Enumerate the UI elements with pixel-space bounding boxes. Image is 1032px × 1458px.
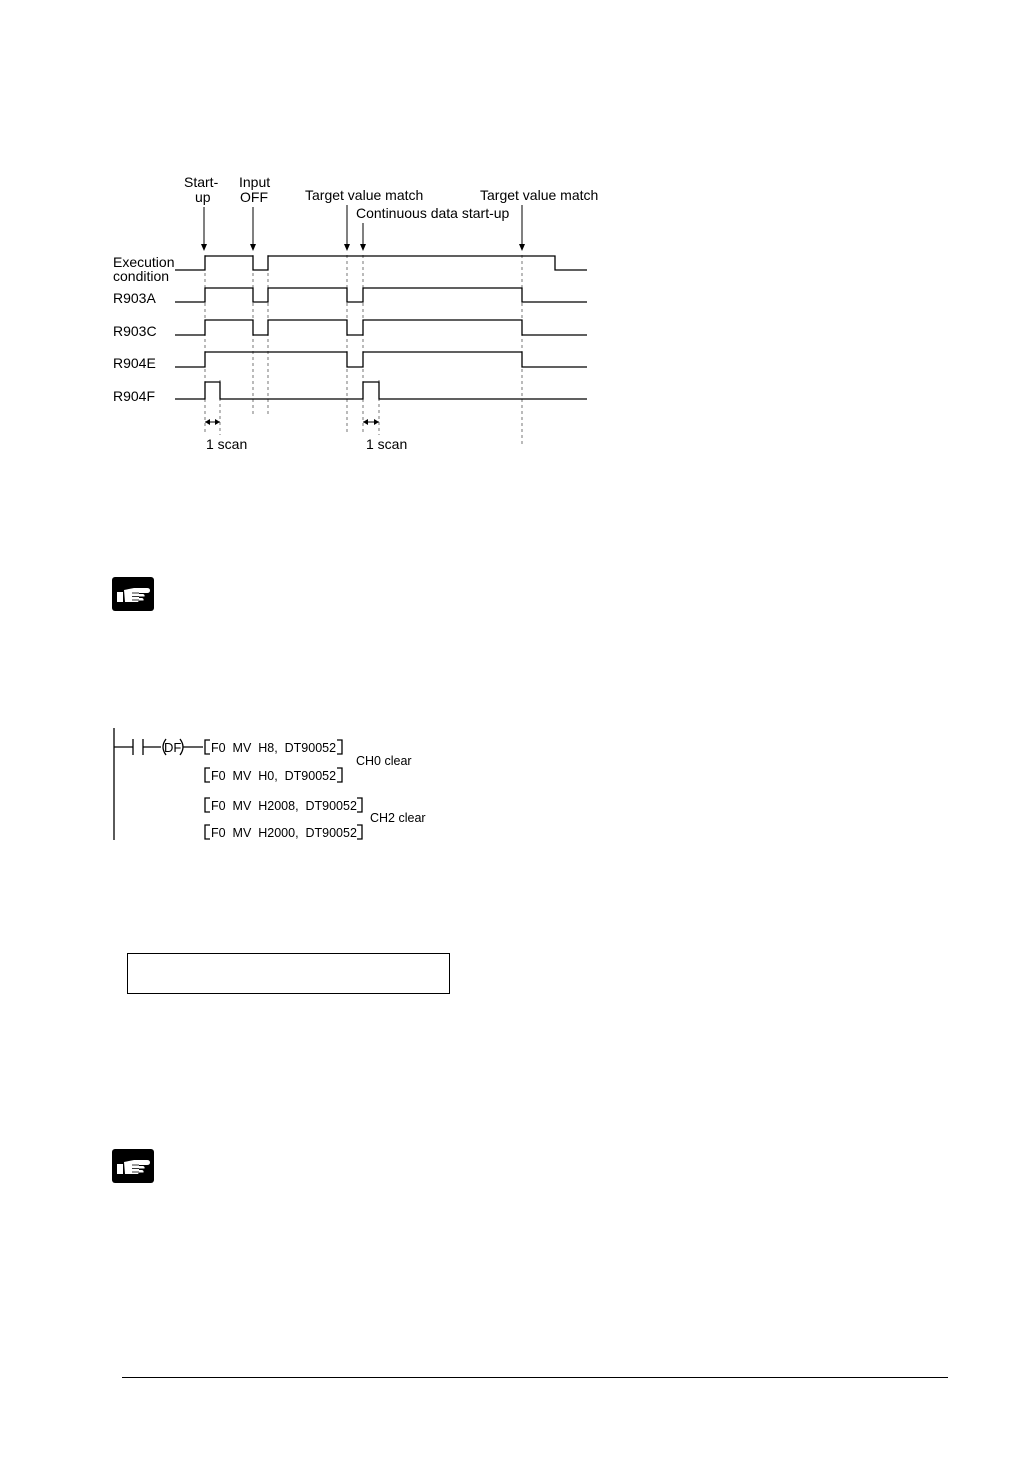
scan-label-1: 1 scan [206,436,248,452]
continuous-start-label: Continuous data start-up [356,205,510,221]
guide-lines [205,255,522,445]
timing-chart [0,0,1032,470]
signal-label-execution-line2: condition [113,268,170,284]
ladder-instruction-1: F0 MV H8, DT90052 [211,741,337,755]
pointing-hand-icon [112,577,154,611]
startup-label-line1: Start- [184,174,219,190]
waveform-r904e [175,352,587,367]
signal-label-r903c: R903C [113,323,157,339]
ladder-instruction-4: F0 MV H2000, DT90052 [211,826,357,840]
df-instruction-label: DF [164,740,182,755]
ladder-instruction-3: F0 MV H2008, DT90052 [211,799,357,813]
scan-label-2: 1 scan [366,436,408,452]
startup-label-line2: up [195,189,211,205]
ladder-diagram [0,720,520,850]
ladder-instruction-2: F0 MV H0, DT90052 [211,769,337,783]
waveform-r903c [175,320,587,335]
waveform-r903a [175,288,587,302]
signal-label-r903a: R903A [113,290,156,306]
waveform-r904f [175,382,587,399]
target-match-label-2: Target value match [480,187,599,203]
pointing-hand-icon [112,1149,154,1183]
signal-label-execution-line1: Execution [113,254,175,270]
empty-frame-box [127,953,450,994]
ch0-clear-comment: CH0 clear [356,754,412,768]
target-match-label-1: Target value match [305,187,424,203]
ch2-clear-comment: CH2 clear [370,811,426,825]
input-off-label-line1: Input [239,174,271,190]
scan-dimension-arrows [205,419,379,425]
input-off-label-line2: OFF [240,189,268,205]
signal-label-r904e: R904E [113,355,156,371]
footer-rule [122,1377,948,1378]
signal-label-r904f: R904F [113,388,156,404]
waveform-execution-condition [175,256,587,270]
